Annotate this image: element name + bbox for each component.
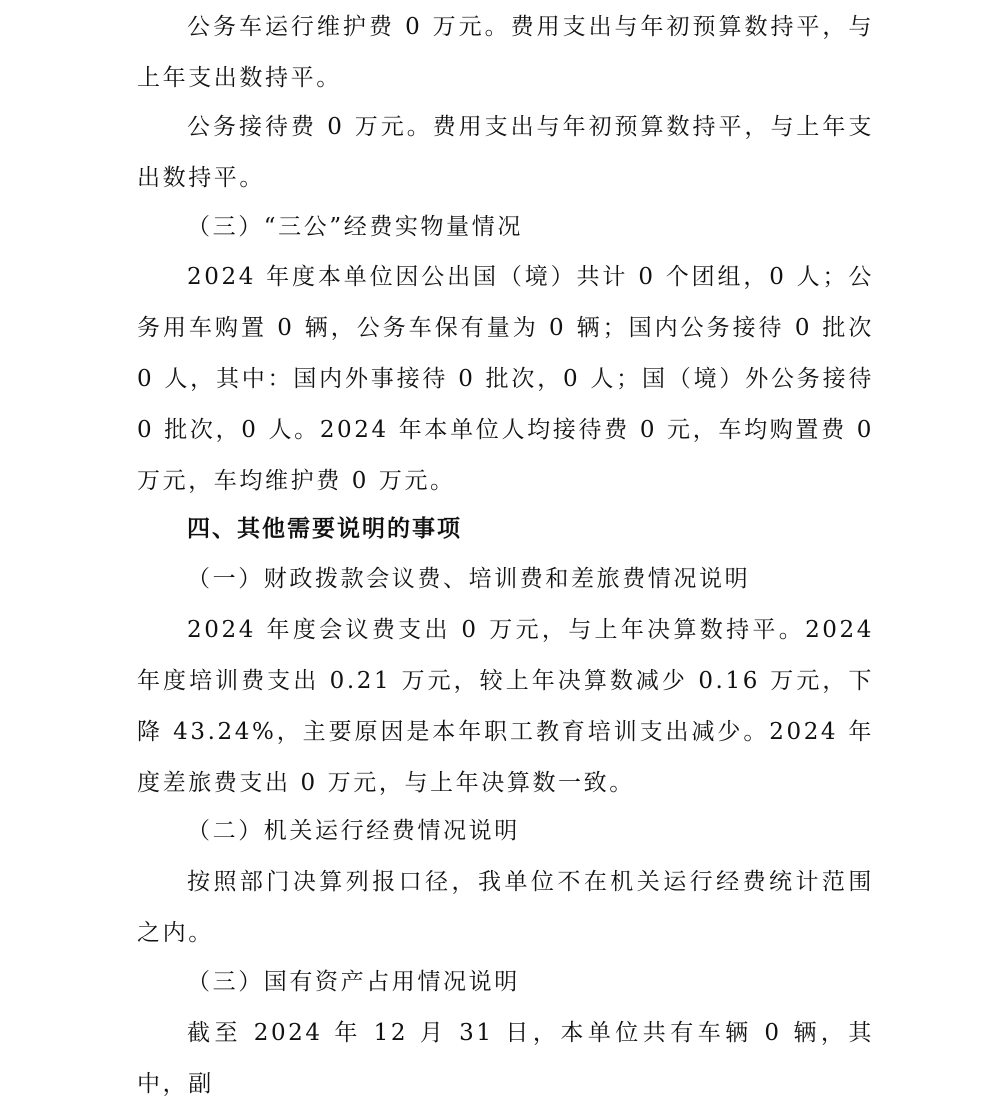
section-heading-state-assets: （三）国有资产占用情况说明 bbox=[187, 969, 520, 995]
paragraph-physical-quantity: 2024 年度本单位因公出国（境）共计 0 个团组，0 人；公务用车购置 0 辆，公务车保有量为 0 辆；国内公务接待 0 批次 0 人，其中：国内外事接待 0 批次，0 人；国（境）外公务接待 0 批次，0 人。2024 年本单位人均接待费 0 元，车均购置费 0 万元，车均维护费 0 万元。 bbox=[137, 264, 874, 494]
paragraph-operating-funds: 按照部门决算列报口径，我单位不在机关运行经费统计范围之内。 bbox=[137, 869, 874, 946]
paragraph-vehicle-maintenance: 公务车运行维护费 0 万元。费用支出与年初预算数持平，与上年支出数持平。 bbox=[137, 14, 874, 91]
paragraph-meeting-training-travel: 2024 年度会议费支出 0 万元，与上年决算数持平。2024 年度培训费支出 0.21 万元，较上年决算数减少 0.16 万元，下降 43.24%，主要原因是本年职工教育培训支出减少。2024 年度差旅费支出 0 万元，与上年决算数一致。 bbox=[137, 617, 874, 796]
section-heading-physical-quantity: （三）“三公”经费实物量情况 bbox=[187, 214, 523, 240]
chapter-heading-other-matters: 四、其他需要说明的事项 bbox=[187, 516, 462, 542]
paragraph-state-assets: 截至 2024 年 12 月 31 日，本单位共有车辆 0 辆，其中，副 bbox=[137, 1020, 874, 1097]
section-heading-operating-funds: （二）机关运行经费情况说明 bbox=[187, 818, 520, 844]
section-heading-meeting-training-travel: （一）财政拨款会议费、培训费和差旅费情况说明 bbox=[187, 566, 751, 592]
paragraph-reception-expense: 公务接待费 0 万元。费用支出与年初预算数持平，与上年支出数持平。 bbox=[137, 114, 874, 191]
